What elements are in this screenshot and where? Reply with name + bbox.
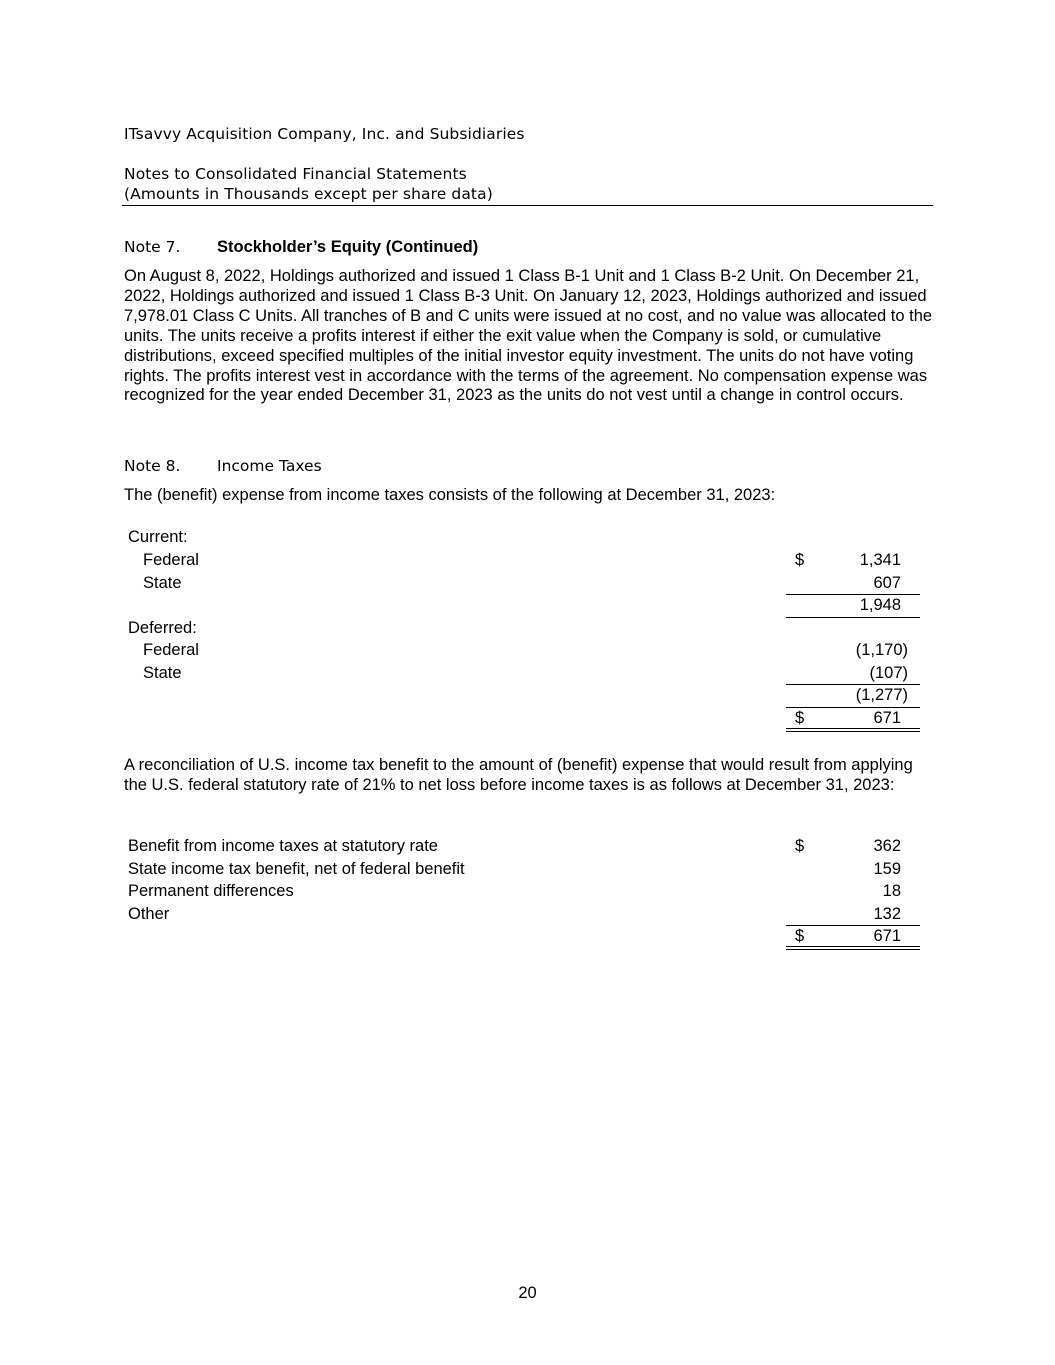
amounts-note: (Amounts in Thousands except per share data) (124, 185, 493, 203)
deferred-state-label: State (143, 664, 182, 682)
recon-row4-value: 132 (873, 905, 901, 923)
page-number: 20 (518, 1284, 537, 1302)
recon-total-double-rule (786, 946, 920, 950)
statement-title: Notes to Consolidated Financial Statements (124, 165, 467, 183)
note7-title: Stockholder’s Equity (Continued) (217, 238, 479, 256)
recon-row4-label: Other (128, 905, 170, 923)
note8-intro (124, 486, 934, 506)
deferred-subtotal-underline (786, 707, 920, 708)
deferred-subtotal-rule (786, 684, 920, 685)
current-federal-label: Federal (143, 551, 199, 569)
recon-total-dollar: $ (795, 927, 805, 945)
note8-intro-text: The (benefit) expense from income taxes consists of the following at December 31, 2023: (124, 486, 776, 504)
deferred-label: Deferred: (128, 619, 197, 637)
reconciliation-intro-text: A reconciliation of U.S. income tax benefit to the amount of (benefit) expense that would result from applying the U.S. federal statutory rate of 21% to net loss before income taxes is as follows at December 31, 2023: (124, 756, 913, 794)
note7-number: Note 7. (124, 238, 181, 256)
recon-row1-label: Benefit from income taxes at statutory rate (128, 837, 438, 855)
deferred-federal-label: Federal (143, 641, 199, 659)
recon-row2-value: 159 (873, 860, 901, 878)
company-name: ITsavvy Acquisition Company, Inc. and Subsidiaries (124, 125, 525, 143)
current-federal-dollar: $ (795, 551, 805, 569)
current-subtotal-rule (786, 594, 920, 595)
total-value: 671 (873, 709, 901, 727)
deferred-subtotal-value: (1,277) (855, 686, 908, 704)
deferred-state-value: (107) (869, 664, 908, 682)
recon-row1-value: 362 (873, 837, 901, 855)
current-state-value: 607 (873, 574, 901, 592)
recon-row2-label: State income tax benefit, net of federal benefit (128, 860, 465, 878)
note8-title: Income Taxes (217, 457, 322, 475)
current-federal-value: 1,341 (859, 551, 901, 569)
deferred-federal-value: (1,170) (855, 641, 908, 659)
current-subtotal-underline (786, 617, 920, 618)
recon-subtotal-rule (786, 925, 920, 926)
current-label: Current: (128, 528, 188, 546)
header-rule (122, 205, 933, 206)
current-state-label: State (143, 574, 182, 592)
total-dollar: $ (795, 709, 805, 727)
total-double-rule (786, 728, 920, 732)
reconciliation-intro (124, 756, 934, 796)
recon-row1-dollar: $ (795, 837, 805, 855)
note7-paragraph (124, 267, 934, 406)
recon-row3-value: 18 (882, 882, 901, 900)
note8-number: Note 8. (124, 457, 181, 475)
note7-paragraph-text: On August 8, 2022, Holdings authorized and issued 1 Class B-1 Unit and 1 Class B-2 Unit. On December 21, 2022, Holdings authorized and issued 1 Class B-3 Unit. On January 12, 2023, Holdings authorized and issued 7,978.01 Class C Units. All tranches of B and C units were issued at no cost, and no value was allocated to the units. The units receive a profits interest if either the exit value when the Company is sold, or cumulative distributions, exceed specified multiples of the initial investor equity investment. The units do not have voting rights. The profits interest vest in accordance with the terms of the agreement. No compensation expense was recognized for the year ended December 31, 2023 as the units do not vest until a change in control occurs. (124, 267, 933, 405)
recon-total-value: 671 (873, 927, 901, 945)
recon-row3-label: Permanent differences (128, 882, 294, 900)
current-subtotal-value: 1,948 (859, 596, 901, 614)
